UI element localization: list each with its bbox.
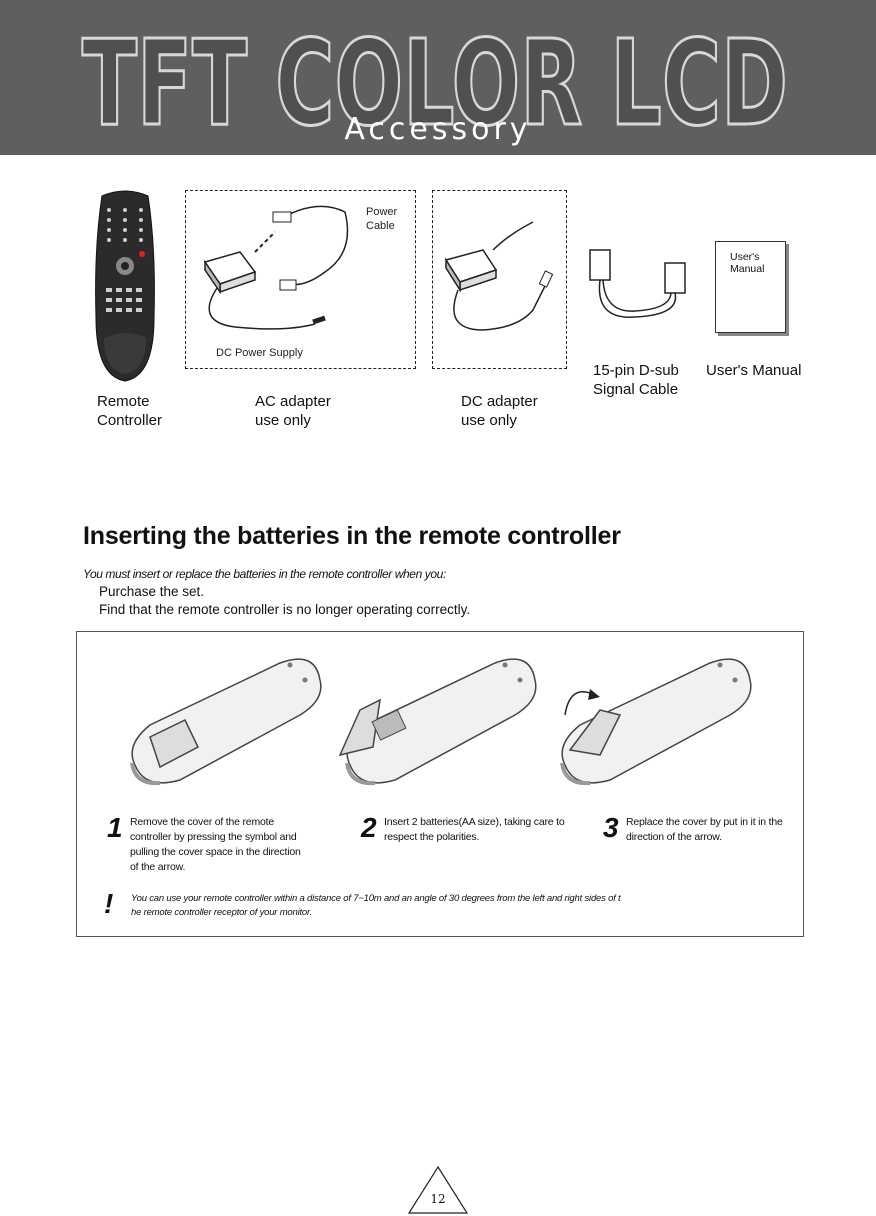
remote-step3-image xyxy=(550,655,760,790)
remote-step1-image xyxy=(120,655,330,790)
step-3-text: Replace the cover by put in it in the direction of the arrow. xyxy=(626,816,783,843)
step-number: 1 xyxy=(107,812,123,843)
page-number: 12 xyxy=(430,1192,446,1206)
step-number: 3 xyxy=(603,812,619,843)
remote-caption: Remote Controller xyxy=(97,393,163,429)
step-2-text: Insert 2 batteries(AA size), taking care to respect the polarities. xyxy=(384,816,565,843)
step-number: 2 xyxy=(361,812,377,843)
signal-cable-image xyxy=(585,245,690,325)
intro-text: You must insert or replace the batteries in the remote controller when you: xyxy=(83,567,446,581)
logo-text: TFT COLOR LCD xyxy=(82,14,788,136)
users-manual-caption: User's Manual xyxy=(706,362,802,379)
page-number-triangle-icon xyxy=(408,1165,468,1215)
bullet-item: Find that the remote controller is no longer operating correctly. xyxy=(99,602,471,617)
step-1-text: Remove the cover of the remote controller by pressing the symbol and pulling the cover space in the direction of the arrow. xyxy=(130,816,301,873)
dc-adapter-image xyxy=(438,210,563,340)
bullet-item: Purchase the set. xyxy=(99,584,205,599)
signal-cable-caption: 15-pin D-sub Signal Cable xyxy=(593,362,679,398)
dc-adapter-caption: DC adapter use only xyxy=(461,393,538,429)
dc-power-supply-label: DC Power Supply xyxy=(216,347,303,359)
page-subtitle: Accessory xyxy=(344,112,532,147)
section-title: Inserting the batteries in the remote controller xyxy=(83,522,621,550)
warning-icon: ! xyxy=(104,888,114,919)
ac-adapter-caption: AC adapter use only xyxy=(255,393,331,429)
note-text: You can use your remote controller within a distance of 7~10m and an angle of 30 degrees from the left and right sides of t he remote controller receptor of your monitor. xyxy=(131,893,621,918)
users-manual-image: User's Manual xyxy=(715,241,786,333)
remote-step2-image xyxy=(335,655,545,790)
remote-controller-image xyxy=(92,188,158,384)
power-cable-label: Power Cable xyxy=(366,206,398,232)
